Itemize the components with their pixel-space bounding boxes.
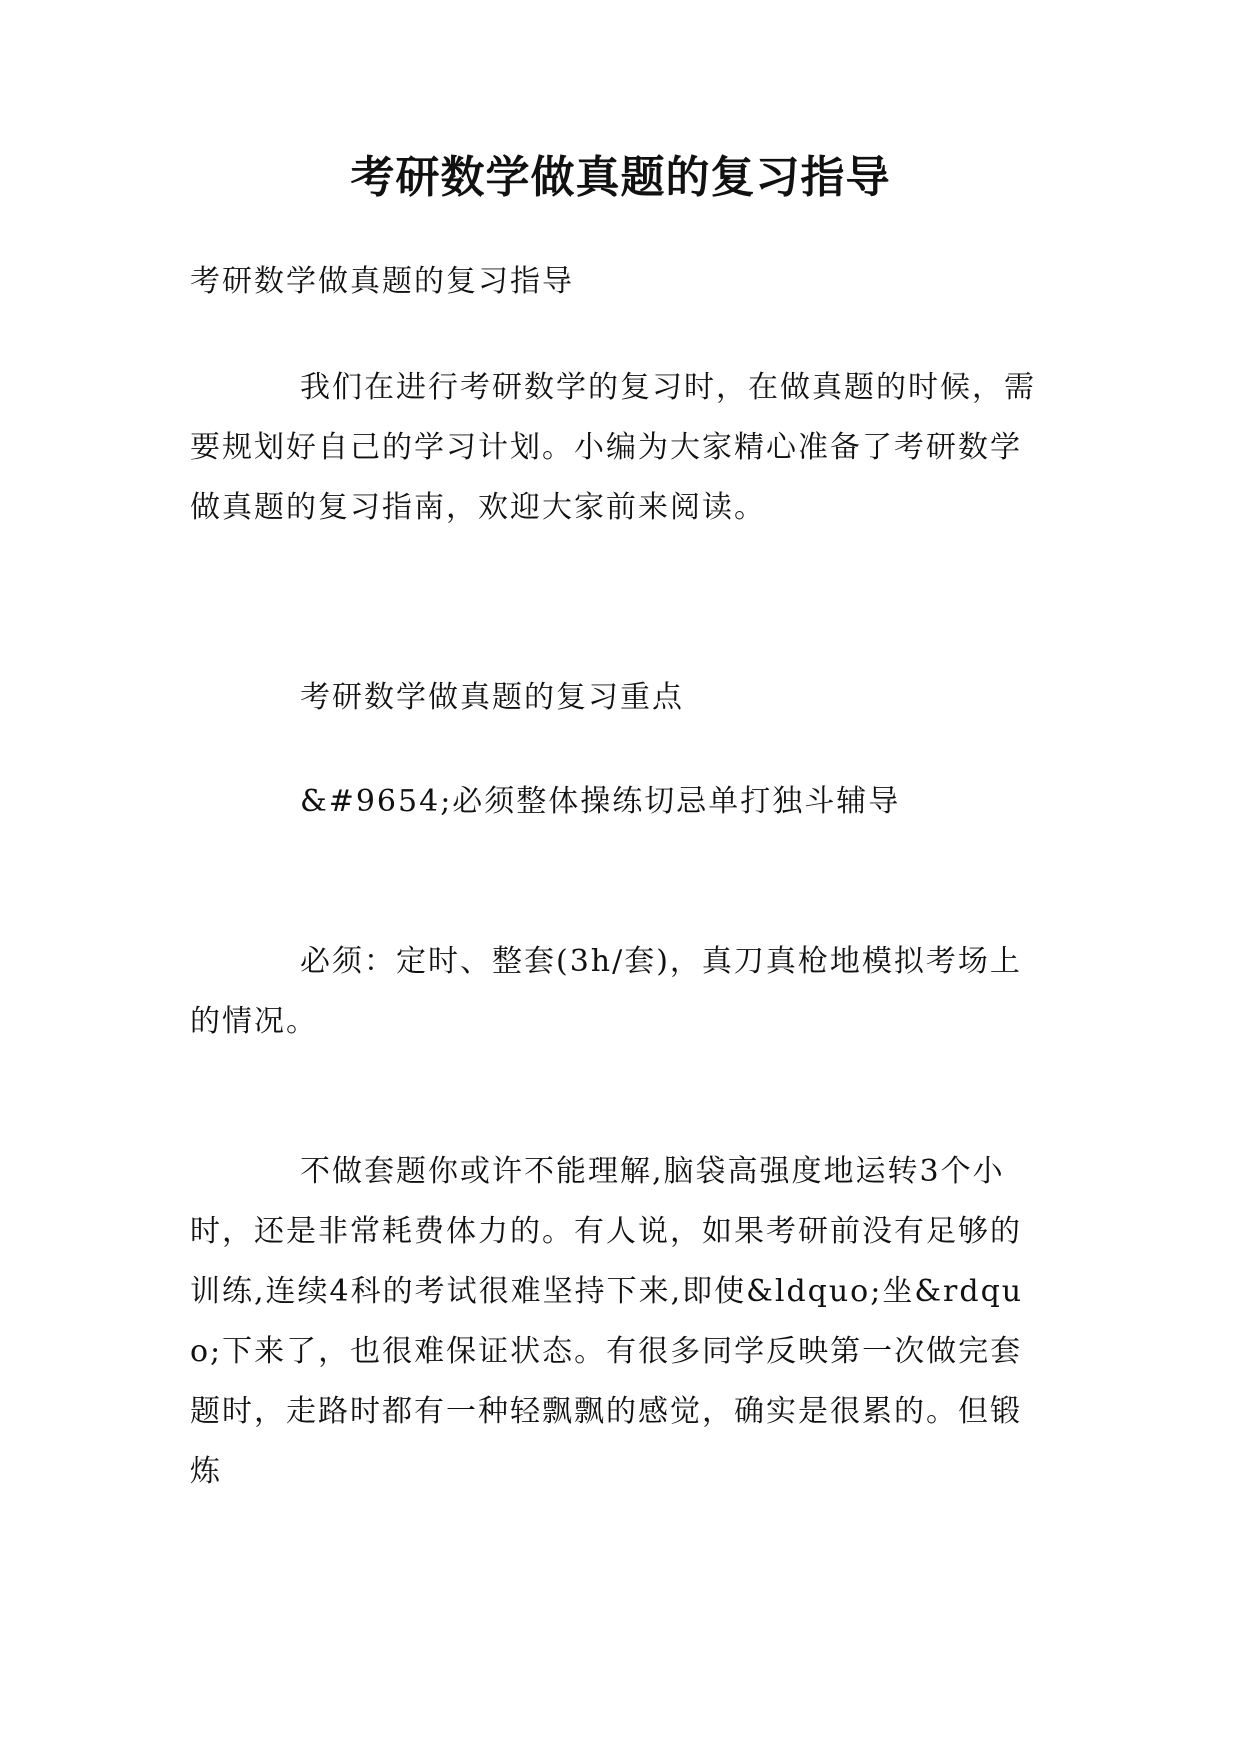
body-paragraph: 不做套题你或许不能理解,脑袋高强度地运转3个小时，还是非常耗费体力的。有人说，如果考研前没有足够的训练,连续4科的考试很难坚持下来,即使&ldquo;坐&rdquo;下来了，也很难保证状态。有很多同学反映第一次做完套题时，走路时都有一种轻飘飘的感觉，确实是很累的。但锻炼 — [190, 1154, 1024, 1489]
intro-paragraph: 我们在进行考研数学的复习时，在做真题的时候，需要规划好自己的学习计划。小编为大家精心准备了考研数学做真题的复习指南，欢迎大家前来阅读。 — [190, 370, 1036, 525]
section-heading: 考研数学做真题的复习重点 — [300, 680, 684, 715]
requirement-paragraph: 必须：定时、整套(3h/套)，真刀真枪地模拟考场上的情况。 — [190, 944, 1022, 1039]
document-title: 考研数学做真题的复习指导 — [350, 152, 891, 203]
bullet-heading: &#9654;必须整体操练切忌单打独斗辅导 — [300, 784, 901, 819]
subtitle-paragraph: 考研数学做真题的复习指导 — [190, 264, 574, 299]
